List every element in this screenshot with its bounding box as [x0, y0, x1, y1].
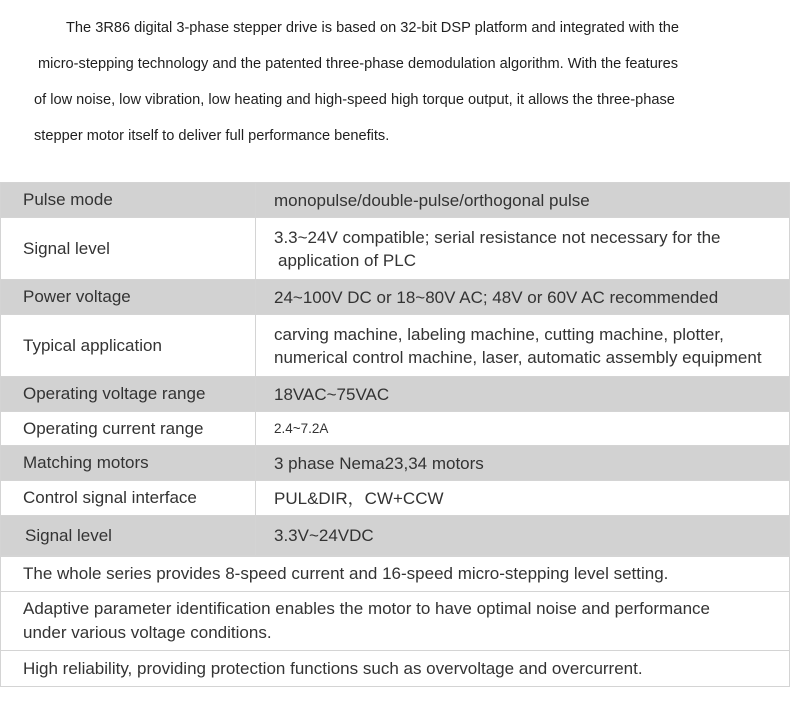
spec-value: 24~100V DC or 18~80V AC; 48V or 60V AC recommended — [256, 280, 790, 315]
feature-note-line: under various voltage conditions. — [23, 623, 272, 642]
spec-key: Signal level — [1, 516, 256, 556]
spec-value-line: 3.3~24V compatible; serial resistance not necessary for the — [274, 227, 721, 247]
feature-note — [1, 592, 790, 651]
spec-value-line: carving machine, labeling machine, cutting machine, plotter, — [274, 324, 724, 344]
spec-key: Matching motors — [1, 446, 256, 481]
intro-line: micro-stepping technology and the patented three-phase demodulation algorithm. With the features — [38, 56, 679, 72]
spec-key: Control signal interface — [1, 481, 256, 516]
spec-row-typical-application — [1, 315, 790, 377]
spec-row-pulse-mode — [1, 183, 790, 218]
spec-value: 18VAC~75VAC — [256, 377, 790, 412]
spec-row-operating-voltage — [1, 377, 790, 412]
spec-value — [256, 315, 790, 377]
spec-value — [256, 218, 790, 280]
intro-line: of low noise, low vibration, low heating and high-speed high torque output, it allows the three-phase — [34, 92, 675, 108]
spec-key: Pulse mode — [1, 183, 256, 218]
feature-note-text: High reliability, providing protection functions such as overvoltage and overcurrent. — [1, 651, 790, 687]
intro-line: stepper motor itself to deliver full performance benefits. — [34, 128, 390, 144]
spec-key: Signal level — [1, 218, 256, 280]
spec-row-operating-current — [1, 412, 790, 446]
spec-value-line: application of PLC — [278, 250, 416, 270]
intro-line: The 3R86 digital 3-phase stepper drive is based on 32-bit DSP platform and integrated with the — [66, 20, 680, 36]
spec-row-control-signal — [1, 481, 790, 516]
feature-note — [1, 651, 790, 687]
spec-row-power-voltage — [1, 280, 790, 315]
spec-value: monopulse/double-pulse/orthogonal pulse — [256, 183, 790, 218]
feature-note — [1, 557, 790, 592]
spec-value: 3.3V~24VDC — [256, 516, 790, 556]
spec-row-signal-level — [1, 218, 790, 280]
spec-key: Typical application — [1, 315, 256, 377]
spec-table — [0, 182, 790, 556]
spec-key: Operating voltage range — [1, 377, 256, 412]
spec-key: Power voltage — [1, 280, 256, 315]
feature-note-text — [1, 592, 790, 651]
spec-value: 2.4~7.2A — [256, 412, 790, 446]
intro-paragraph — [0, 0, 790, 160]
feature-notes — [0, 556, 790, 687]
spec-value-line: numerical control machine, laser, automatic assembly equipment — [274, 347, 762, 367]
spec-value: 3 phase Nema23,34 motors — [256, 446, 790, 481]
feature-note-line: Adaptive parameter identification enables the motor to have optimal noise and performance — [23, 599, 711, 618]
spec-value: PUL&DIR，CW+CCW — [256, 481, 790, 516]
feature-note-text: The whole series provides 8-speed current and 16-speed micro-stepping level setting. — [1, 557, 790, 592]
spec-key: Operating current range — [1, 412, 256, 446]
spec-row-matching-motors — [1, 446, 790, 481]
spec-row-signal-level-2 — [1, 516, 790, 556]
